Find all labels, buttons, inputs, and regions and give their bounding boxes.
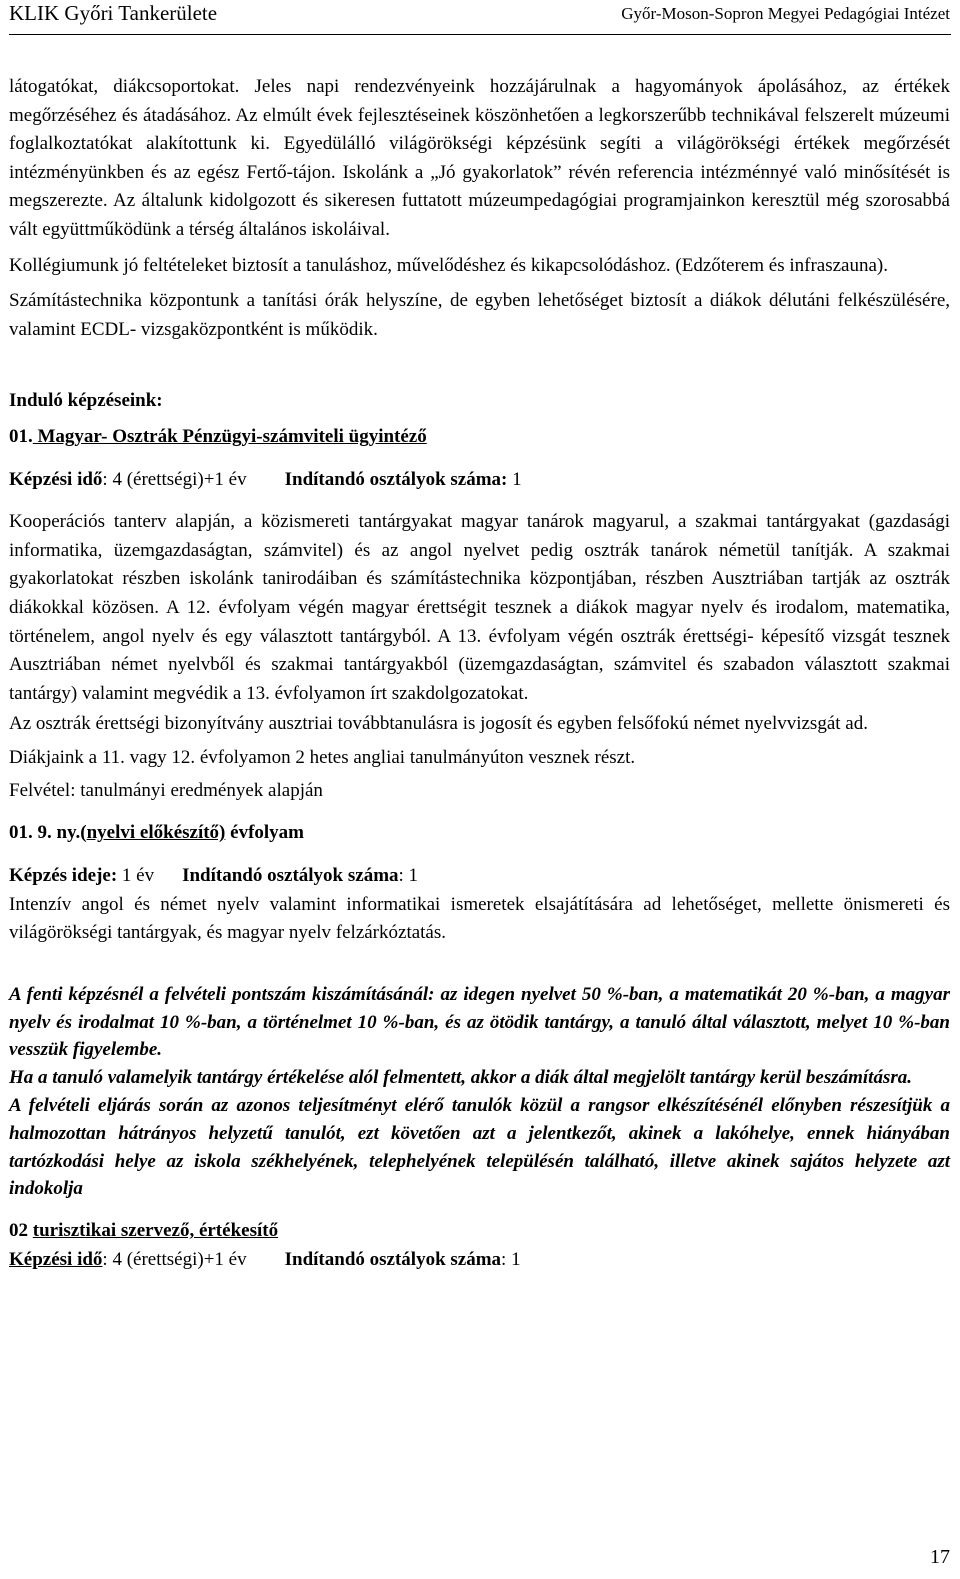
course2-meta: Képzési idő: 4 (érettségi)+1 év Indítandó osztályok száma: 1 [9, 1248, 521, 1270]
course1-description-3: Diákjaink a 11. vagy 12. évfolyamon 2 hetes angliai tanulmányúton vesznek részt. [9, 747, 636, 769]
intro-text-b: Egyedülálló világörökségi képzésünk segíti a világörökségi értékek megőrzését intézményünkben és az egész Fertő-tájon. [9, 133, 950, 183]
header-organization: KLIK Győri Tankerülete [9, 1, 218, 25]
course1-prep-description: Intenzív angol és német nyelv valamint informatikai ismeretek elsajátítására ad lehetőséget, mellette önismereti és világörökségi tantárgyak, és magyar nyelv felzárkóztatás. [9, 893, 950, 944]
admission-note-exemption: Ha a tanuló valamelyik tantárgy értékelése alól felmentett, akkor a diák által megjelölt tantárgy kerül beszámításra. [9, 1067, 912, 1089]
header-divider [9, 34, 951, 35]
course1-prep-title: 01. 9. ny.(nyelvi előkészítő) évfolyam [9, 822, 305, 844]
course1-meta: Képzési idő: 4 (érettségi)+1 év Indítandó osztályok száma: 1 [9, 468, 522, 490]
dormitory-paragraph: Kollégiumunk jó feltételeket biztosít a tanuláshoz, művelődéshez és kikapcsolódáshoz. (Edzőterem és infraszauna). [9, 254, 888, 276]
it-center-paragraph: Számítástechnika központunk a tanítási órák helyszíne, de egyben lehetőséget biztosít a diákok délutáni felkészülésére, valamint ECDL- vizsgaközpontként is működik. [9, 290, 950, 340]
document-body [9, 73, 950, 1274]
section-title: Induló képzéseink: [9, 390, 163, 412]
course1-description-2: Az osztrák érettségi bizonyítvány ausztriai továbbtanulásra is jogosít és egyben felsőfokú német nyelvvizsgát ad. [9, 713, 868, 735]
page-number: 17 [930, 1546, 950, 1568]
course1-title: 01. Magyar- Osztrák Pénzügyi-számviteli ügyintéző [9, 425, 427, 447]
course1-description: Kooperációs tanterv alapján, a közismereti tantárgyakat magyar tanárok magyarul, a szakmai tantárgyakat (gazdasági informatika, üzemgazdaságtan, számvitel) és az angol nyelvet pedig osztrák tanárok németül tanítják. A szakmai gyakorlatokat részben iskolánk tanirodáiban és számítástechnika központjában, részben Ausztriában tartják az osztrák diákokkal közösen. A 12. évfolyam végén magyar érettségit tesznek a diákok magyar nyelv és irodalom, matematika, történelem, angol nyelv és egy választott tantárgyból. A 13. évfolyam végén osztrák érettségi- képesítő vizsgát tesznek Ausztriában német nyelvből és szakmai tantárgyakból (üzemgazdaságtan, számvitel és szabadon választott szakmai tantárgy) valamint megvédik a 13. évfolyamon írt szakdolgozatokat. [9, 511, 950, 704]
page-header [0, 0, 960, 36]
admission-note-ranking: A felvételi eljárás során az azonos teljesítményt elérő tanulók közül a rangsor elkészítésénél előnyben részesítjük a halmozottan hátrányos helyzetű tanulót, ezt követően azt a jelentkezőt, akinek a lakóhelye, ennek hiányában tartózkodási helye az iskola székhelyének, telephelyének településén található, illetve akinek sajátos helyzete azt indokolja [9, 1095, 950, 1200]
course1-admission: Felvétel: tanulmányi eredmények alapján [9, 779, 323, 801]
intro-text-a: látogatókat, diákcsoportokat. Jeles napi rendezvényeink hozzájárulnak a hagyományok ápolásához, az értékek megőrzéséhez és átadásához. Az elmúlt évek fejlesztéseinek köszönhetően a legkorszerűbb technikával felszerelt múzeumi foglalkoztatókat alakítottunk ki. [9, 76, 950, 155]
course2-title: 02 turisztikai szervező, értékesítő [9, 1220, 279, 1242]
intro-paragraph [9, 73, 950, 245]
intro-text-c: Iskolánk a „Jó gyakorlatok” révén referencia intézménnyé való minősítését is megszerezte. Az általunk kidolgozott és sikeresen futtatott múzeumpedagógiai programjainkon keresztül még szorosabbá vált együttműködünk a térség általános iskoláival. [9, 161, 951, 240]
course1-prep-meta: Képzés ideje: 1 év Indítandó osztályok száma: 1 [9, 865, 419, 887]
header-institute: Győr-Moson-Sopron Megyei Pedagógiai Intézet [621, 4, 950, 23]
admission-note-scoring: A fenti képzésnél a felvételi pontszám kiszámításánál: az idegen nyelvet 50 %-ban, a matematikát 20 %-ban, a magyar nyelv és irodalmat 10 %-ban, a történelmet 10 %-ban, és az ötödik tantárgy, a tanuló által választott, melyet 10 %-ban vesszük figyelembe. [9, 983, 950, 1061]
